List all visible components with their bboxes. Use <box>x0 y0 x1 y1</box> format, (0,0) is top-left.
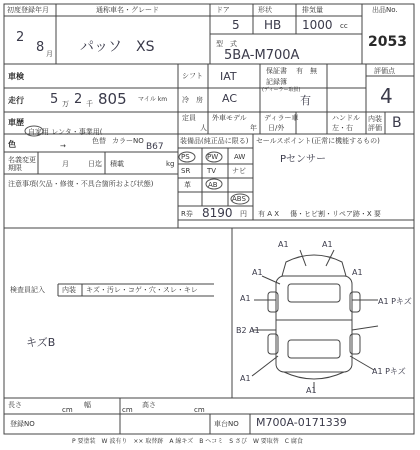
equip-sr: SR <box>181 167 191 175</box>
unit-km: マイル km <box>138 96 168 103</box>
equip-abs: ABS <box>232 195 246 203</box>
doors-label: ドア <box>216 6 230 14</box>
lot-label: 出品No. <box>372 6 398 14</box>
length-label: 長さ <box>8 401 22 409</box>
unit-sen: 千 <box>86 100 93 108</box>
load-label: 積載 <box>110 160 124 168</box>
equip-ps: PS <box>181 153 190 161</box>
doors-value: 5 <box>232 18 240 32</box>
model-code-label: 型 式 <box>216 40 237 48</box>
displacement-value: 1000 <box>302 18 333 32</box>
mileage-man: 5 <box>50 92 59 107</box>
color-arrow: → <box>60 142 66 150</box>
handle-options: 左・右 <box>332 124 353 132</box>
mileage-sen: 2 <box>74 92 83 107</box>
record-dealer-label: (ディーラー取扱) <box>262 87 301 93</box>
selling-value: Pセンサー <box>280 154 327 165</box>
interior-sub: 評価 <box>368 124 382 132</box>
warranty-options: 有 無 <box>296 67 317 75</box>
displacement-unit: cc <box>340 22 348 30</box>
diagram-mark: A1 <box>252 268 263 277</box>
mileage-rest: 805 <box>98 90 127 108</box>
outer-label: 外車モデル <box>212 114 247 122</box>
deadline-label: 期限 <box>8 164 22 172</box>
first-reg-label: 初度登録年月 <box>7 6 49 14</box>
car-name: パッソ XS <box>80 39 155 55</box>
shape-label: 形状 <box>258 6 272 14</box>
diagram-mark: A1 <box>306 386 317 395</box>
interior-label: 内装 <box>368 115 382 123</box>
chassis-number: M700A-0171339 <box>256 416 347 429</box>
dealer2-label: ディラー車 <box>264 114 299 122</box>
score-value: 4 <box>380 84 393 108</box>
record-value: 有 <box>300 94 311 107</box>
check-inner-text: キズ・汚レ・コゲ・穴・スレ・キレ <box>86 286 198 294</box>
equipment-title: 装備品(純正品に限る) <box>180 137 249 145</box>
length-cm: cm <box>62 406 73 414</box>
record-label: 記録簿 <box>266 78 287 86</box>
name-change-label: 名義変更 <box>8 156 36 164</box>
chassis-label: 車台NO <box>214 420 239 428</box>
first-reg-month: 8 <box>36 40 45 55</box>
recycle-value: 8190 <box>202 206 233 220</box>
width-cm: cm <box>122 406 133 414</box>
lot-number: 2053 <box>368 34 407 50</box>
capacity-label: 定員 <box>182 114 196 122</box>
year-label: 年 <box>250 124 257 132</box>
ac-value: AC <box>222 92 238 105</box>
check-label: 検査員記入 <box>10 286 45 294</box>
first-reg-suffix: 月 <box>46 50 53 58</box>
height-label: 高さ <box>142 401 156 409</box>
recycle-label: R券 <box>181 210 193 218</box>
model-code-value: 5BA-M700A <box>224 48 300 63</box>
score-label: 評価点 <box>374 67 395 75</box>
check-inner-label: 内装 <box>62 286 76 294</box>
diagram-mark: A1 Pキズ <box>372 367 406 376</box>
diagram-mark: A1 <box>352 268 363 277</box>
color-no: B67 <box>146 142 164 152</box>
shift-value: IAT <box>220 70 237 83</box>
history-text: 自家用 レンタ・事業用( <box>28 128 103 136</box>
diagram-mark: B2 A1 <box>236 326 260 335</box>
interior-value: B <box>392 115 402 131</box>
unit-man: 万 <box>62 100 69 108</box>
color-change: 色替 <box>92 137 106 145</box>
footer-legend: P 要塗装 W 波有り ×× 取替跡 A 線キズ B ヘコミ S さび W 要取替 C 腐食 <box>72 438 303 445</box>
check-hand-note: キズB <box>26 336 56 349</box>
damage-legend: 傷・ヒビ割・リペア跡・X 要 <box>290 210 381 218</box>
equip-aw: AW <box>234 153 246 161</box>
dealer2-options: 日/外 <box>268 124 285 132</box>
shape-value: HB <box>264 18 282 32</box>
equip-legend: 有 A X <box>258 210 280 218</box>
first-reg-year: 2 <box>16 30 25 45</box>
inspection-label: 車検 <box>8 72 24 81</box>
recycle-unit: 円 <box>240 210 247 218</box>
equip-pw: PW <box>207 153 219 161</box>
day-label: 日迄 <box>88 160 102 168</box>
selling-label: セールスポイント(正常に機能するもの) <box>256 137 380 145</box>
equip-leather: 革 <box>184 181 191 189</box>
kg-label: kg <box>166 160 175 168</box>
color-no-label: カラーNO <box>112 137 144 145</box>
diagram-mark: A1 <box>322 240 333 249</box>
model-grade-label: 通称車名・グレード <box>96 6 159 14</box>
color-label: 色 <box>8 140 16 149</box>
people-label: 人 <box>200 124 207 132</box>
displacement-label: 排気量 <box>302 6 323 14</box>
reg-no-label: 登録NO <box>10 420 35 428</box>
equip-navi: ナビ <box>232 167 246 175</box>
equip-tv: TV <box>207 167 217 175</box>
shift-label: シフト <box>182 72 203 80</box>
history-label: 車歴 <box>8 118 24 127</box>
diagram-mark: A1 <box>278 240 289 249</box>
height-cm: cm <box>194 406 205 414</box>
diagram-mark: A1 <box>240 374 251 383</box>
handle-label: ハンドル <box>332 114 360 122</box>
diagram-mark: A1 Pキズ <box>378 297 412 306</box>
notes-label: 注意事項(欠品・修復・不具合箇所および状態) <box>8 180 154 188</box>
warranty-label: 保証書 <box>266 67 287 75</box>
ac-label: 冷 房 <box>182 96 203 104</box>
diagram-mark: A1 <box>240 294 251 303</box>
month-label: 月 <box>62 160 69 168</box>
mileage-label: 走行 <box>8 96 24 105</box>
equip-ab: AB <box>208 181 218 189</box>
width-label: 幅 <box>84 401 91 409</box>
